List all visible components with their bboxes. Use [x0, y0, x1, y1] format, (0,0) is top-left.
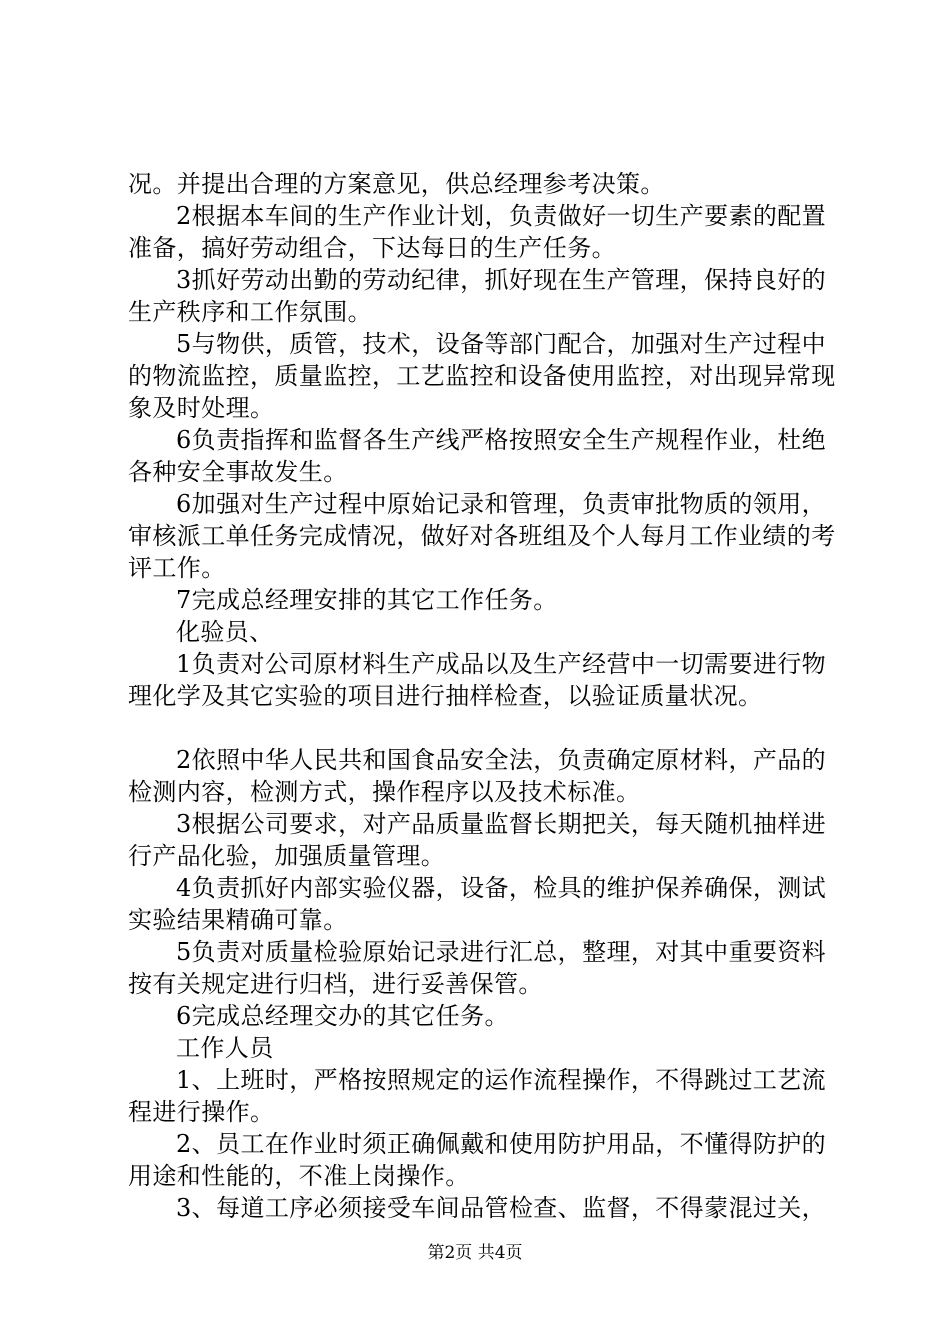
section-heading-lab-technician: 化验员、: [176, 618, 274, 646]
paragraph-workshop-item-3: 3抓好劳动出勤的劳动纪律，抓好现在生产管理，保持良好的生产秩序和工作氛围。: [128, 266, 827, 326]
paragraph-staff-item-1: 1、上班时，严格按照规定的运作流程操作，不得跳过工艺流程进行操作。: [128, 1066, 827, 1126]
paragraph-staff-item-3: 3、每道工序必须接受车间品管检查、监督，不得蒙混过关，: [176, 1194, 827, 1222]
paragraph-lab-item-1: 1负责对公司原材料生产成品以及生产经营中一切需要进行物理化学及其它实验的项目进行抽样检查，以验证质量状况。: [128, 650, 827, 710]
paragraph-continuation: 况。并提出合理的方案意见，供总经理参考决策。: [128, 170, 665, 198]
paragraph-staff-item-2: 2、员工在作业时须正确佩戴和使用防护用品，不懂得防护的用途和性能的，不准上岗操作。: [128, 1130, 827, 1190]
paragraph-lab-item-5: 5负责对质量检验原始记录进行汇总，整理，对其中重要资料按有关规定进行归档，进行妥善保管。: [128, 938, 827, 998]
paragraph-workshop-item-2: 2根据本车间的生产作业计划，负责做好一切生产要素的配置准备，搞好劳动组合，下达每日的生产任务。: [128, 202, 827, 262]
page-number-label: 第2页 共4页: [427, 1243, 523, 1263]
paragraph-workshop-item-5: 5与物供，质管，技术，设备等部门配合，加强对生产过程中的物流监控，质量监控，工艺监控和设备使用监控，对出现异常现象及时处理。: [128, 330, 836, 422]
paragraph-lab-item-2: 2依照中华人民共和国食品安全法，负责确定原材料，产品的检测内容，检测方式，操作程序以及技术标准。: [128, 746, 827, 806]
paragraph-lab-item-4: 4负责抓好内部实验仪器，设备，检具的维护保养确保，测试实验结果精确可靠。: [128, 874, 827, 934]
paragraph-workshop-item-7: 7完成总经理安排的其它工作任务。: [176, 586, 558, 614]
document-body: [128, 168, 838, 1224]
section-heading-staff: 工作人员: [176, 1034, 274, 1062]
paragraph-workshop-item-6b: 6加强对生产过程中原始记录和管理，负责审批物质的领用，审核派工单任务完成情况，做好对各班组及个人每月工作业绩的考评工作。: [128, 490, 836, 582]
blank-line: [128, 712, 838, 744]
paragraph-lab-item-6: 6完成总经理交办的其它任务。: [176, 1002, 509, 1030]
page-footer: [0, 1243, 950, 1263]
paragraph-workshop-item-6a: 6负责指挥和监督各生产线严格按照安全生产规程作业，杜绝各种安全事故发生。: [128, 426, 827, 486]
paragraph-lab-item-3: 3根据公司要求，对产品质量监督长期把关，每天随机抽样进行产品化验，加强质量管理。: [128, 810, 827, 870]
